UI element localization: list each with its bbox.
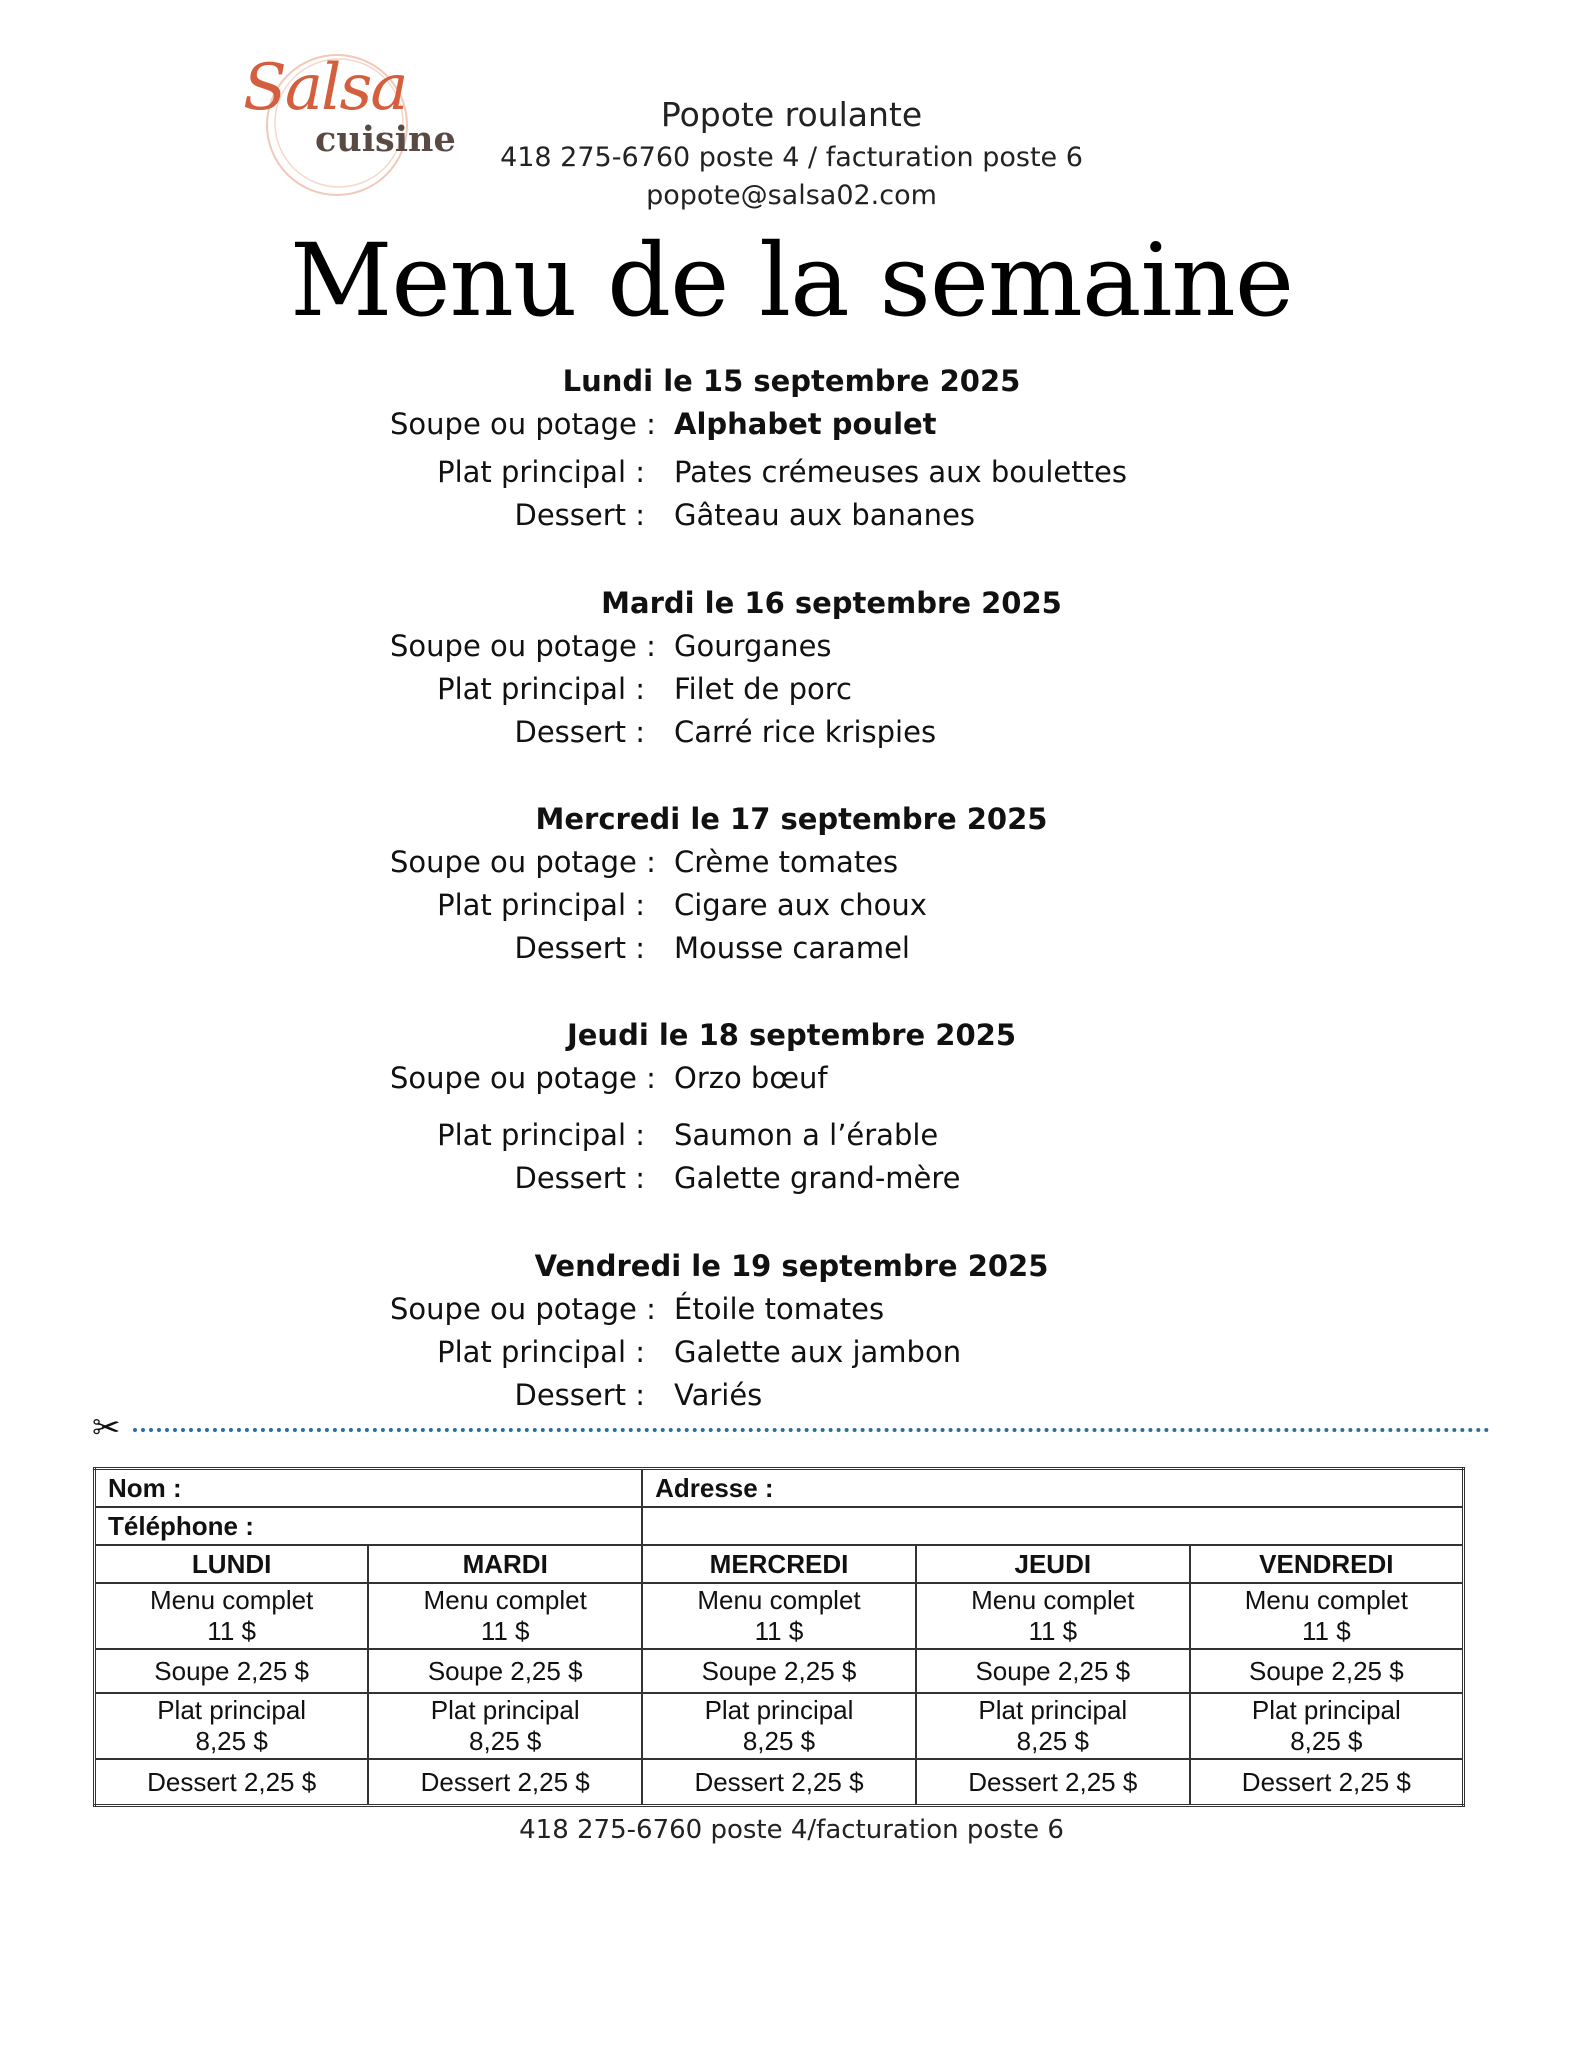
label-plat: Plat principal : xyxy=(437,1335,645,1369)
value-soupe-jeudi: Orzo bœuf xyxy=(674,1061,828,1095)
option-plat-lundi[interactable] xyxy=(95,1693,369,1759)
plat-price: 8,25 $ xyxy=(195,1726,268,1756)
option-complet-jeudi[interactable] xyxy=(916,1583,1190,1649)
value-dessert-jeudi: Galette grand-mère xyxy=(674,1161,961,1195)
complet-price: 11 $ xyxy=(754,1616,804,1646)
option-complet-mercredi[interactable] xyxy=(642,1583,916,1649)
footer-phone: 418 275-6760 poste 4/facturation poste 6 xyxy=(519,1815,1064,1845)
label-dessert: Dessert : xyxy=(514,931,645,965)
day-header-mercredi: MERCREDI xyxy=(642,1545,916,1583)
value-dessert-mardi: Carré rice krispies xyxy=(674,715,937,749)
label-soupe: Soupe ou potage : xyxy=(390,1061,656,1095)
scissors-icon: ✂ xyxy=(92,1408,121,1448)
value-soupe-mercredi: Crème tomates xyxy=(674,845,899,879)
page-title: Menu de la semaine xyxy=(289,222,1294,339)
option-soupe-vendredi[interactable]: Soupe 2,25 $ xyxy=(1190,1649,1464,1693)
label-soupe: Soupe ou potage : xyxy=(390,845,656,879)
org-email: popote@salsa02.com xyxy=(646,180,937,211)
day-title-mardi: Mardi le 16 septembre 2025 xyxy=(601,586,1062,620)
complet-price: 11 $ xyxy=(1028,1616,1078,1646)
value-dessert-mercredi: Mousse caramel xyxy=(674,931,910,965)
label-soupe: Soupe ou potage : xyxy=(390,629,656,663)
value-plat-lundi: Pates crémeuses aux boulettes xyxy=(674,455,1127,489)
plat-label: Plat principal xyxy=(1251,1695,1401,1725)
label-plat: Plat principal : xyxy=(437,672,645,706)
option-dessert-jeudi[interactable]: Dessert 2,25 $ xyxy=(916,1759,1190,1806)
nom-field[interactable] xyxy=(95,1469,643,1508)
logo-word-text: cuisine xyxy=(315,119,456,160)
day-title-mercredi: Mercredi le 17 septembre 2025 xyxy=(535,802,1048,836)
label-soupe: Soupe ou potage : xyxy=(390,407,656,441)
complet-label: Menu complet xyxy=(1244,1585,1408,1615)
label-plat: Plat principal : xyxy=(437,888,645,922)
adresse-label: Adresse : xyxy=(655,1472,774,1503)
plat-price: 8,25 $ xyxy=(1290,1726,1363,1756)
option-dessert-lundi[interactable]: Dessert 2,25 $ xyxy=(95,1759,369,1806)
value-plat-jeudi: Saumon a l’érable xyxy=(674,1118,939,1152)
option-complet-vendredi[interactable] xyxy=(1190,1583,1464,1649)
cut-line xyxy=(133,1428,1490,1432)
value-soupe-lundi: Alphabet poulet xyxy=(674,407,937,441)
label-plat: Plat principal : xyxy=(437,1118,645,1152)
complet-label: Menu complet xyxy=(149,1585,314,1615)
order-form xyxy=(93,1467,1465,1807)
plat-label: Plat principal xyxy=(157,1695,307,1725)
complet-price: 11 $ xyxy=(1302,1616,1351,1646)
option-plat-mardi[interactable] xyxy=(368,1693,642,1759)
option-complet-mardi[interactable] xyxy=(368,1583,642,1649)
label-dessert: Dessert : xyxy=(514,1161,645,1195)
plat-label: Plat principal xyxy=(430,1695,580,1725)
day-header-mardi: MARDI xyxy=(368,1545,642,1583)
option-dessert-mardi[interactable]: Dessert 2,25 $ xyxy=(368,1759,642,1806)
adresse-field-continued[interactable] xyxy=(642,1507,1463,1545)
option-plat-jeudi[interactable] xyxy=(916,1693,1190,1759)
org-phone: 418 275-6760 poste 4 / facturation poste 6 xyxy=(500,142,1083,173)
option-soupe-mercredi[interactable]: Soupe 2,25 $ xyxy=(642,1649,916,1693)
option-soupe-jeudi[interactable]: Soupe 2,25 $ xyxy=(916,1649,1190,1693)
nom-label: Nom : xyxy=(108,1472,182,1503)
telephone-field[interactable] xyxy=(95,1507,643,1545)
day-title-lundi: Lundi le 15 septembre 2025 xyxy=(562,364,1021,398)
option-complet-lundi[interactable] xyxy=(95,1583,369,1649)
org-name: Popote roulante xyxy=(660,95,923,134)
value-soupe-mardi: Gourganes xyxy=(674,629,832,663)
label-dessert: Dessert : xyxy=(514,498,645,532)
day-header-lundi: LUNDI xyxy=(95,1545,369,1583)
option-dessert-vendredi[interactable]: Dessert 2,25 $ xyxy=(1190,1759,1464,1806)
value-plat-mardi: Filet de porc xyxy=(674,672,852,706)
day-header-jeudi: JEUDI xyxy=(916,1545,1190,1583)
label-dessert: Dessert : xyxy=(514,1378,645,1412)
option-soupe-mardi[interactable]: Soupe 2,25 $ xyxy=(368,1649,642,1693)
adresse-field[interactable] xyxy=(642,1469,1463,1508)
option-dessert-mercredi[interactable]: Dessert 2,25 $ xyxy=(642,1759,916,1806)
plat-price: 8,25 $ xyxy=(469,1726,542,1756)
value-dessert-vendredi: Variés xyxy=(674,1378,763,1412)
complet-label: Menu complet xyxy=(697,1585,861,1615)
complet-label: Menu complet xyxy=(971,1585,1135,1615)
value-plat-vendredi: Galette aux jambon xyxy=(674,1335,962,1369)
plat-price: 8,25 $ xyxy=(742,1726,816,1756)
option-plat-mercredi[interactable] xyxy=(642,1693,916,1759)
logo-script-text: Salsa xyxy=(243,51,407,125)
value-plat-mercredi: Cigare aux choux xyxy=(674,888,927,922)
option-plat-vendredi[interactable] xyxy=(1190,1693,1464,1759)
label-soupe: Soupe ou potage : xyxy=(390,1292,656,1326)
plat-label: Plat principal xyxy=(704,1695,854,1725)
value-soupe-vendredi: Étoile tomates xyxy=(674,1292,885,1326)
complet-price: 11 $ xyxy=(207,1616,256,1646)
option-soupe-lundi[interactable]: Soupe 2,25 $ xyxy=(95,1649,369,1693)
day-title-vendredi: Vendredi le 19 septembre 2025 xyxy=(534,1249,1049,1283)
telephone-label: Téléphone : xyxy=(108,1510,254,1541)
complet-price: 11 $ xyxy=(480,1616,530,1646)
plat-price: 8,25 $ xyxy=(1016,1726,1089,1756)
label-dessert: Dessert : xyxy=(514,715,645,749)
complet-label: Menu complet xyxy=(423,1585,587,1615)
day-title-jeudi: Jeudi le 18 septembre 2025 xyxy=(566,1018,1017,1052)
value-dessert-lundi: Gâteau aux bananes xyxy=(674,498,976,532)
day-header-vendredi: VENDREDI xyxy=(1190,1545,1464,1583)
plat-label: Plat principal xyxy=(978,1695,1128,1725)
label-plat: Plat principal : xyxy=(437,455,645,489)
